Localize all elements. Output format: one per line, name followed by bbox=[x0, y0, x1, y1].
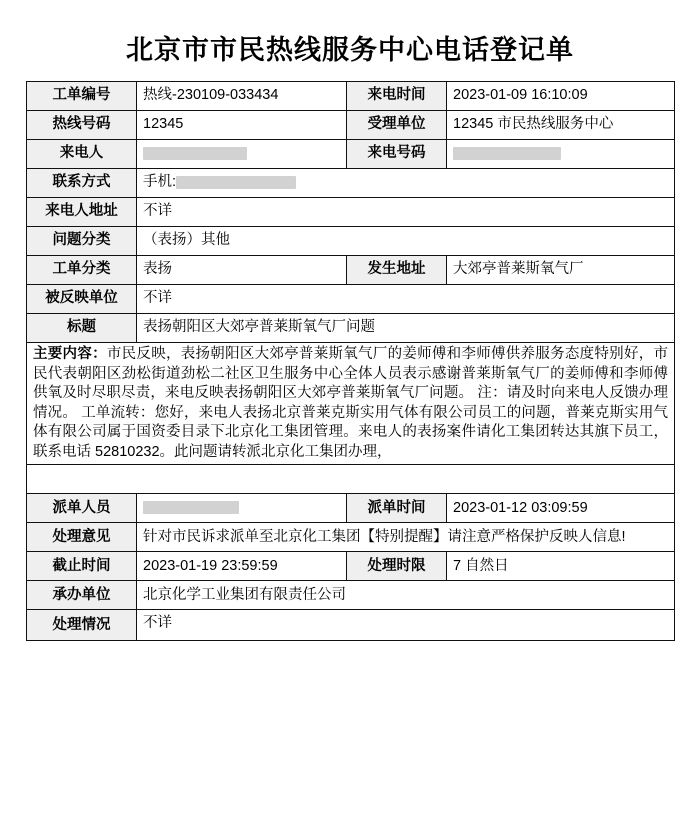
value-order-category: 表扬 bbox=[137, 256, 347, 285]
label-issue-category: 问题分类 bbox=[27, 227, 137, 256]
table-row bbox=[27, 581, 675, 610]
label-time-limit: 处理时限 bbox=[347, 552, 447, 581]
label-order-category: 工单分类 bbox=[27, 256, 137, 285]
label-dispatch-time: 派单时间 bbox=[347, 494, 447, 523]
label-occurrence-address: 发生地址 bbox=[347, 256, 447, 285]
redaction-bar bbox=[176, 176, 296, 189]
table-row bbox=[27, 169, 675, 198]
redaction-bar bbox=[453, 147, 561, 160]
label-handling-opinion: 处理意见 bbox=[27, 523, 137, 552]
value-main-content: 市民反映，表扬朝阳区大郊亭普莱斯氧气厂的姜师傅和李师傅供养服务态度特别好，市民代表朝阳区劲松街道劲松二社区卫生服务中心全体人员表示感谢普莱斯氧气厂的姜师傅和李师傅供氧及时尽职尽责，来电反映表扬朝阳区大郊亭普莱斯氧气厂问题。 注：请及时向来电人反馈办理情况。 工单流转：您好，来电人表扬北京普莱克斯实用气体有限公司员工的问题，普莱克斯实用气体有限公司属于国资委目录下北京化工集团管理。来电人的表扬案件请化工集团转达其旗下员工，联系电话 52810232。此问题请转派北京化工集团办理， bbox=[33, 346, 669, 460]
spacer-cell bbox=[27, 465, 675, 494]
table-row-main-content bbox=[27, 343, 675, 465]
label-handling-unit: 受理单位 bbox=[347, 111, 447, 140]
value-handling-unit: 12345 市民热线服务中心 bbox=[447, 111, 675, 140]
table-row bbox=[27, 227, 675, 256]
value-caller-number bbox=[447, 140, 675, 169]
value-occurrence-address: 大郊亭普莱斯氧气厂 bbox=[447, 256, 675, 285]
value-handling-status: 不详 bbox=[137, 610, 675, 641]
label-handling-status: 处理情况 bbox=[27, 610, 137, 641]
label-contact: 联系方式 bbox=[27, 169, 137, 198]
registration-form-table bbox=[26, 81, 675, 641]
label-caller: 来电人 bbox=[27, 140, 137, 169]
value-hotline-no: 12345 bbox=[137, 111, 347, 140]
value-subject: 表扬朝阳区大郊亭普莱斯氧气厂问题 bbox=[137, 314, 675, 343]
table-row bbox=[27, 256, 675, 285]
value-call-time: 2023-01-09 16:10:09 bbox=[447, 82, 675, 111]
value-caller bbox=[137, 140, 347, 169]
label-call-time: 来电时间 bbox=[347, 82, 447, 111]
value-reported-unit: 不详 bbox=[137, 285, 675, 314]
label-dispatcher: 派单人员 bbox=[27, 494, 137, 523]
label-caller-address: 来电人地址 bbox=[27, 198, 137, 227]
value-dispatcher bbox=[137, 494, 347, 523]
value-contact bbox=[137, 169, 675, 198]
contact-prefix: 手机: bbox=[143, 174, 177, 191]
table-row bbox=[27, 140, 675, 169]
label-deadline: 截止时间 bbox=[27, 552, 137, 581]
value-issue-category: （表扬）其他 bbox=[137, 227, 675, 256]
value-caller-address: 不详 bbox=[137, 198, 675, 227]
spacer-row bbox=[27, 465, 675, 494]
label-main-content: 主要内容： bbox=[33, 346, 107, 362]
page-title: 北京市市民热线服务中心电话登记单 bbox=[126, 35, 574, 65]
table-row bbox=[27, 82, 675, 111]
table-row bbox=[27, 494, 675, 523]
label-undertaking-unit: 承办单位 bbox=[27, 581, 137, 610]
table-row bbox=[27, 552, 675, 581]
value-handling-opinion: 针对市民诉求派单至北京化工集团【特别提醒】请注意严格保护反映人信息! bbox=[137, 523, 675, 552]
value-order-no: 热线-230109-033434 bbox=[137, 82, 347, 111]
table-row bbox=[27, 523, 675, 552]
table-row bbox=[27, 610, 675, 641]
table-row bbox=[27, 111, 675, 140]
label-order-no: 工单编号 bbox=[27, 82, 137, 111]
label-hotline-no: 热线号码 bbox=[27, 111, 137, 140]
table-row bbox=[27, 285, 675, 314]
label-caller-number: 来电号码 bbox=[347, 140, 447, 169]
table-row bbox=[27, 198, 675, 227]
redaction-bar bbox=[143, 147, 247, 160]
label-subject: 标题 bbox=[27, 314, 137, 343]
table-row bbox=[27, 314, 675, 343]
value-dispatch-time: 2023-01-12 03:09:59 bbox=[447, 494, 675, 523]
value-deadline: 2023-01-19 23:59:59 bbox=[137, 552, 347, 581]
value-time-limit: 7 自然日 bbox=[447, 552, 675, 581]
main-content-cell bbox=[27, 343, 675, 465]
redaction-bar bbox=[143, 501, 239, 514]
label-reported-unit: 被反映单位 bbox=[27, 285, 137, 314]
value-undertaking-unit: 北京化学工业集团有限责任公司 bbox=[137, 581, 675, 610]
